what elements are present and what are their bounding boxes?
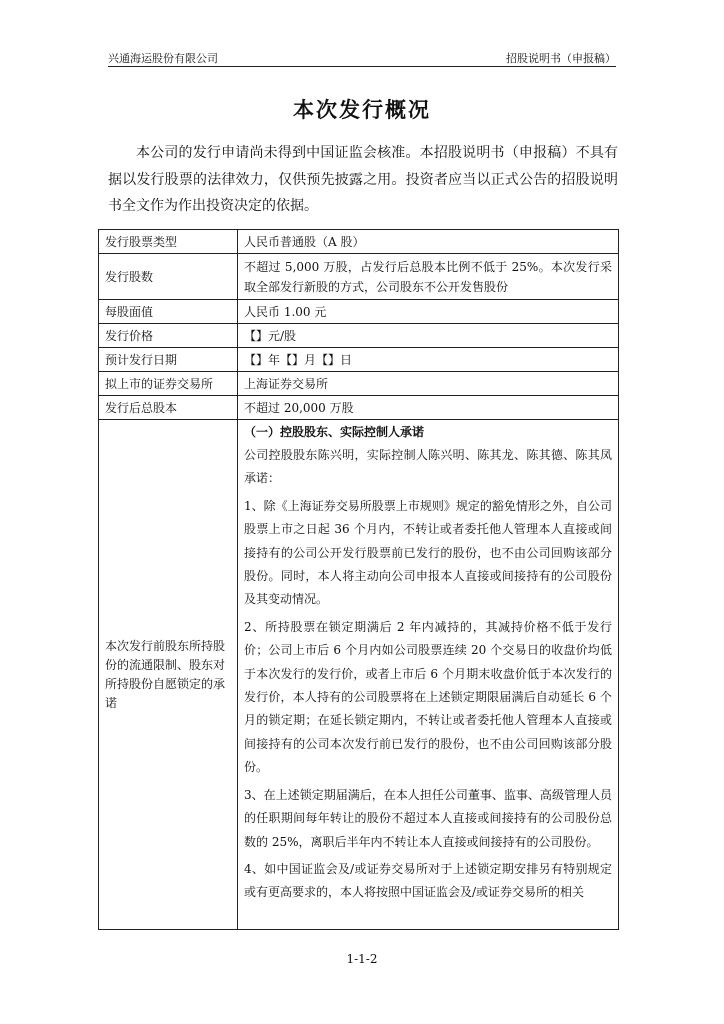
commitment-paragraph: 3、在上述锁定期届满后，在本人担任公司董事、监事、高级管理人员的任职期间每年转让的股份不超过本人直接或间接持有的公司股份总数的 25%，离职后半年内不转让本人直接或间接持有的公司股份。 (244, 787, 612, 849)
row-label: 预计发行日期 (99, 348, 238, 372)
row-value: 【】元/股 (238, 324, 619, 348)
header-company: 兴通海运股份有限公司 (108, 52, 218, 65)
row-value: 人民币 1.00 元 (238, 300, 619, 324)
commitment-paragraph: 1、除《上海证券交易所股票上市规则》规定的豁免情形之外，自公司股票上市之日起 36 个月内，不转让或者委托他人管理本人直接或间接持有的公司公开发行股票前已发行的股份，也不由公司回购该部分股份。同时，本人将主动向公司申报本人直接或间接持有的公司股份及其变动情况。 (244, 498, 612, 607)
row-label: 发行价格 (99, 324, 238, 348)
row-value: 人民币普通股（A 股） (238, 230, 619, 254)
intro-text: 本公司的发行申请尚未得到中国证监会核准。本招股说明书（申报稿）不具有据以发行股票的法律效力，仅供预先披露之用。投资者应当以正式公告的招股说明书全文作为作出投资决定的依据。 (108, 145, 618, 214)
table-row (99, 230, 619, 254)
intro-paragraph (108, 140, 618, 220)
commitment-body (238, 420, 619, 930)
commitment-paragraph: 2、所持股票在锁定期满后 2 年内减持的，其减持价格不低于发行价；公司上市后 6 个月内如公司股票连续 20 个交易日的收盘价均低于本次发行的发行价，或者上市后 6 个月期末收盘价低于本次发行的发行价，本人持有的公司股票将在上述锁定期限届满后自动延长 6 个月的锁定期；在延长锁定期内，不转让或者委托他人管理本人直接或间接持有的公司本次发行前已发行的股份，也不由公司回购该部分股份。 (244, 619, 612, 775)
commitment-paragraph: 4、如中国证监会及/或证券交易所对于上述锁定期安排另有特别规定或有更高要求的，本人将按照中国证监会及/或证券交易所的相关 (244, 861, 612, 900)
row-value: 不超过 20,000 万股 (238, 396, 619, 420)
table-row (99, 396, 619, 420)
page-number: 1-1-2 (346, 952, 378, 966)
table-row (99, 348, 619, 372)
row-label: 每股面值 (99, 300, 238, 324)
table-row (99, 254, 619, 300)
table-row (99, 300, 619, 324)
row-value: 不超过 5,000 万股，占发行后总股本比例不低于 25%。本次发行采取全部发行新股的方式，公司股东不公开发售股份 (238, 254, 619, 300)
page-title: 本次发行概况 (293, 98, 431, 122)
row-label: 发行后总股本 (99, 396, 238, 420)
offering-table (98, 229, 619, 930)
header-rule (108, 66, 616, 67)
row-value: 上海证券交易所 (238, 372, 619, 396)
table-row (99, 324, 619, 348)
row-label: 发行股票类型 (99, 230, 238, 254)
commitment-paragraph: 公司控股股东陈兴明，实际控制人陈兴明、陈其龙、陈其德、陈其凤承诺： (244, 448, 612, 486)
table-row (99, 372, 619, 396)
commitment-heading: （一）控股股东、实际控制人承诺 (244, 425, 425, 439)
header-doc-type: 招股说明书（申报稿） (506, 52, 616, 65)
row-value: 【】年【】月【】日 (238, 348, 619, 372)
row-label: 拟上市的证券交易所 (99, 372, 238, 396)
table-row-commitment (99, 420, 619, 930)
commitment-label: 本次发行前股东所持股份的流通限制、股东对所持股份自愿锁定的承诺 (99, 420, 238, 930)
row-label: 发行股数 (99, 254, 238, 300)
